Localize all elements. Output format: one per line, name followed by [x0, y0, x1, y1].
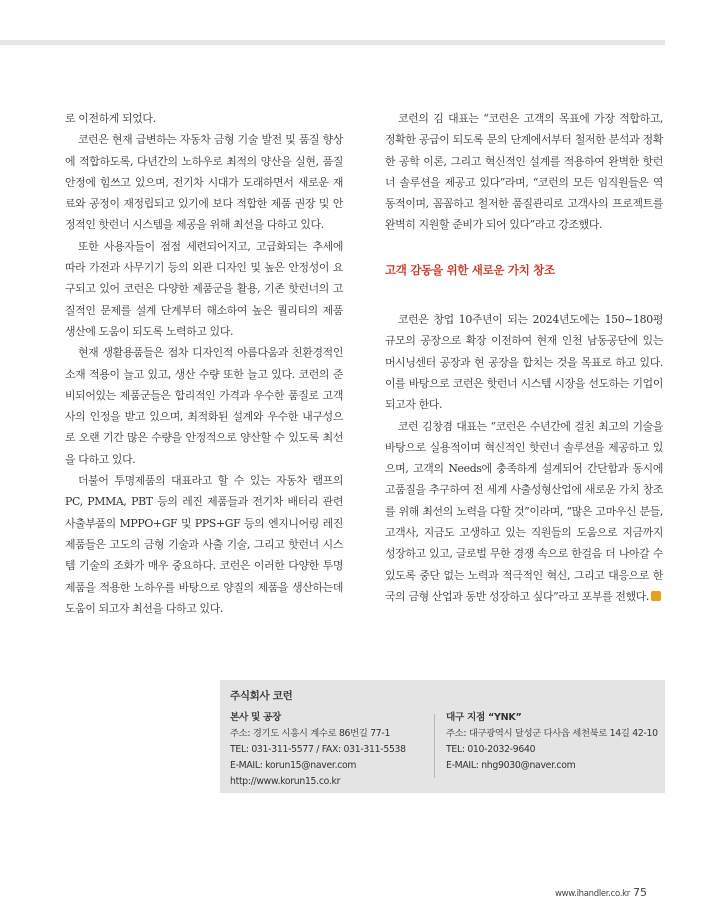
paragraph: 더불어 투명제품의 대표라고 할 수 있는 자동차 램프의 PC, PMMA, PBT 등의 레진 제품들과 전기차 배터리 관련 사출부품의 MPPO+GF 및 PPS+GF 등의 엔지니어링 레진 제품들은 고도의 금형 기술과 사출 기술, 그리고 핫런너 시스템 기술의 조화가 매우 중요하다. 코런은 이러한 다양한 투명제품을 적용한 노하우를 바탕으로 양질의 제품을 생산하는데 도움이 되고자 최선을 다하고 있다. [65, 474, 343, 615]
paragraph: 현재 생활용품들은 점차 디자인적 아름다움과 친환경적인 소재 적용이 늘고 있고, 생산 수량 또한 늘고 있다. 코런의 준비되어있는 제품군들은 합리적인 가격과 우수한 품질로 고객사의 인정을 받고 있으며, 최적화된 설계와 우수한 내구성으로 오랜 기간 많은 수량을 안정적으로 양산할 수 있도록 최선을 다하고 있다. [65, 346, 343, 466]
section-heading: 고객 감동을 위한 새로운 가치 창조 [385, 262, 555, 277]
main-office-address: 주소: 경기도 시흥시 계수로 86번길 77-1 [230, 728, 391, 739]
top-divider-bar [0, 40, 665, 45]
paragraph: 코런은 현재 급변하는 자동차 금형 기술 발전 및 품질 향상에 적합하도록, 다년간의 노하우로 최적의 양산을 실현, 품질안정에 힘쓰고 있으며, 전기차 시대가 도래하면서 새로운 재료와 공정이 재정립되고 있기에 보다 적합한 제품 권장 및 안정적인 핫런너 시스템을 제공을 위해 최선을 다하고 있다. [65, 133, 343, 232]
main-office-email: E-MAIL: korun15@naver.com [230, 760, 357, 771]
article-left-column [65, 108, 343, 619]
page-footer [555, 881, 647, 900]
paragraph-text: 코런 김창겸 대표는 “코런은 수년간에 걸친 최고의 기술을 바탕으로 실용적이며 혁신적인 핫런너 솔루션을 제공하고 있으며, 고객의 Needs에 충족하게 설계되어 간단함과 동시에 고품질을 추구하여 전 세계 사출성형산업에 새로운 가치 창조를 위해 최선의 노력을 다할 것”이라며, “많은 고마우신 분들, 고객사, 지금도 고생하고 있는 직원들의 도움으로 지금까지 성장하고 있고, 글로벌 무한 경쟁 속으로 한걸음 더 나아갈 수 있도록 중단 없는 노력과 적극적인 혁신, 그리고 대응으로 한국의 금형 산업과 동반 성장하고 싶다”라고 포부를 전했다. [385, 419, 663, 603]
paragraph: 또한 사용자들이 점점 세련되어지고, 고급화되는 추세에 따라 가전과 사무기기 등의 외관 디자인 및 높은 안정성이 요구되고 있어 코런은 다양한 제품군을 활용, 기존 핫런너의 고질적인 문제를 설계 단계부터 해소하여 높은 퀄리티의 제품 생산에 도움이 되도록 노력하고 있다. [65, 239, 343, 338]
company-name: 주식회사 코런 [230, 690, 293, 702]
company-info-box [220, 680, 665, 793]
daegu-branch-address: 주소: 대구광역시 달성군 다사읍 세천북로 14길 42-10 [446, 728, 658, 739]
main-office-phone: TEL: 031-311-5577 / FAX: 031-311-5538 [230, 744, 406, 755]
paragraph: 코런은 창업 10주년이 되는 2024년도에는 150~180평 규모의 공장으로 확장 이전하여 현재 인천 남동공단에 있는 머시닝센터 공장과 현 공장을 합치는 것을 목표로 하고 있다. 이를 바탕으로 코런은 핫런너 시스템 시장을 선도하는 기업이 되고자 한다. [385, 313, 663, 412]
paragraph: 코런의 김 대표는 “코런은 고객의 목표에 가장 적합하고, 정확한 공급이 되도록 문의 단계에서부터 철저한 분석과 정확한 공학 이론, 그리고 혁신적인 설계를 적용하여 완벽한 핫런너 솔루션을 제공고 있다”라며, “코런의 모든 임직원들은 역동적이며, 꼼꼼하고 철저한 품질관리로 고객사의 프로젝트를 완벽히 지원할 준비가 되어 있다”라고 강조했다. [385, 112, 663, 232]
main-office-website: http://www.korun15.co.kr [230, 776, 341, 787]
paragraph [385, 416, 663, 608]
main-office-title: 본사 및 공장 [230, 712, 281, 723]
info-divider [434, 714, 435, 778]
paragraph: 로 이전하게 되었다. [65, 112, 156, 125]
main-office-info [230, 710, 406, 790]
page-number: 75 [632, 886, 647, 899]
daegu-branch-phone: TEL: 010-2032-9640 [446, 744, 536, 755]
daegu-branch-info [446, 710, 658, 774]
footer-url: www.ihandler.co.kr [555, 889, 630, 899]
article-right-column [385, 108, 663, 607]
daegu-branch-email: E-MAIL: nhg9030@naver.com [446, 760, 576, 771]
daegu-branch-title: 대구 지점 “YNK” [446, 712, 522, 723]
end-mark-icon [651, 591, 661, 601]
